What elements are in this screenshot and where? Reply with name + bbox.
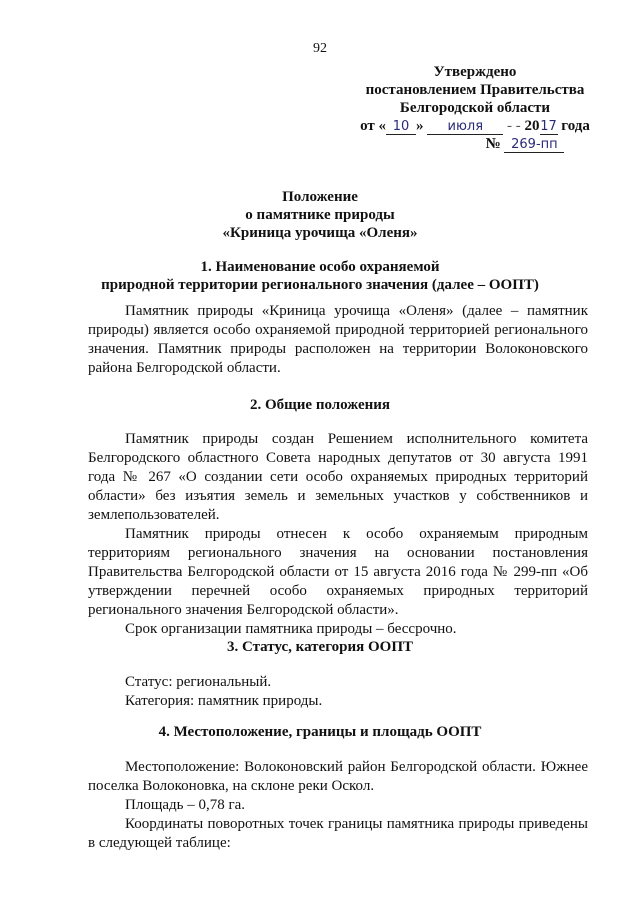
section-2-body (88, 430, 588, 639)
approval-block (330, 63, 620, 153)
coordinates-paragraph: Координаты поворотных точек границы памятника природы приведены в следующей таблице: (88, 816, 588, 851)
date-dash: - - (507, 118, 521, 134)
location-paragraph: Местоположение: Волоконовский район Белгородской области. Южнее поселка Волоконовка, на склоне реки Оскол. (88, 759, 588, 794)
section-1-body (88, 302, 588, 378)
status-line: Статус: региональный. (125, 674, 272, 690)
approval-line-region: Белгородской области (399, 100, 551, 116)
approval-date-line: от « 10 » июля - - 2017 года (360, 118, 590, 134)
document-number: 269-пп (504, 137, 564, 153)
section-1-heading-line-2: природной территории регионального значения (далее – ООПТ) (101, 277, 539, 293)
section-3-body (88, 673, 588, 711)
date-prefix: от (360, 118, 375, 134)
approval-line-approved: Утверждено (433, 64, 517, 80)
title-line-1: Положение (282, 189, 358, 205)
section-2-heading: 2. Общие положения (249, 397, 391, 413)
section-1-heading-line-1: 1. Наименование особо охраняемой (200, 259, 440, 275)
approval-number-line (330, 135, 620, 153)
area-line: Площадь – 0,78 га. (125, 797, 246, 813)
section-2-paragraph-2: Памятник природы отнесен к особо охраняемым природным территориям регионального значения на основании постановления Правительства Белгородской области от 15 августа 2016 года № 299-пп «Об утверждении перечней особо охраняемых природных территорий регионального значения Белгородской области». (88, 526, 588, 618)
section-3-heading: 3. Статус, категория ООПТ (226, 639, 413, 655)
date-year-prefix: 20 (524, 118, 540, 134)
category-line: Категория: памятник природы. (125, 693, 323, 709)
number-prefix: № (485, 136, 501, 152)
date-year-suffix: 17 (540, 119, 557, 134)
approval-line-resolution: постановлением Правительства (365, 82, 585, 98)
section-2-paragraph-1: Памятник природы создан Решением исполнительного комитета Белгородского областного Совета народных депутатов от 30 августа 1991 года № 267 «О создании сети особо охраняемых природных территорий области» без изъятия земель и земельных участков у собственников и землепользователей. (88, 431, 588, 523)
title-line-3: «Криница урочища «Оленя» (222, 225, 418, 241)
section-2-paragraph-3: Срок организации памятника природы – бессрочно. (125, 621, 457, 637)
document-title (0, 188, 640, 242)
date-month: июля (427, 119, 503, 135)
date-day: 10 (386, 119, 416, 135)
section-1-paragraph: Памятник природы «Криница урочища «Оленя» (далее – памятник природы) является особо охраняемой природной территорией регионального значения. Памятник природы расположен на территории Волоконовского района Белгородской области. (88, 303, 588, 376)
page-number: 92 (313, 41, 327, 56)
section-4-heading: 4. Местоположение, границы и площадь ООПТ (158, 724, 482, 740)
section-4-body (88, 758, 588, 853)
section-1-heading (0, 258, 640, 294)
date-year-word: года (561, 118, 590, 134)
title-line-2: о памятнике природы (245, 207, 395, 223)
